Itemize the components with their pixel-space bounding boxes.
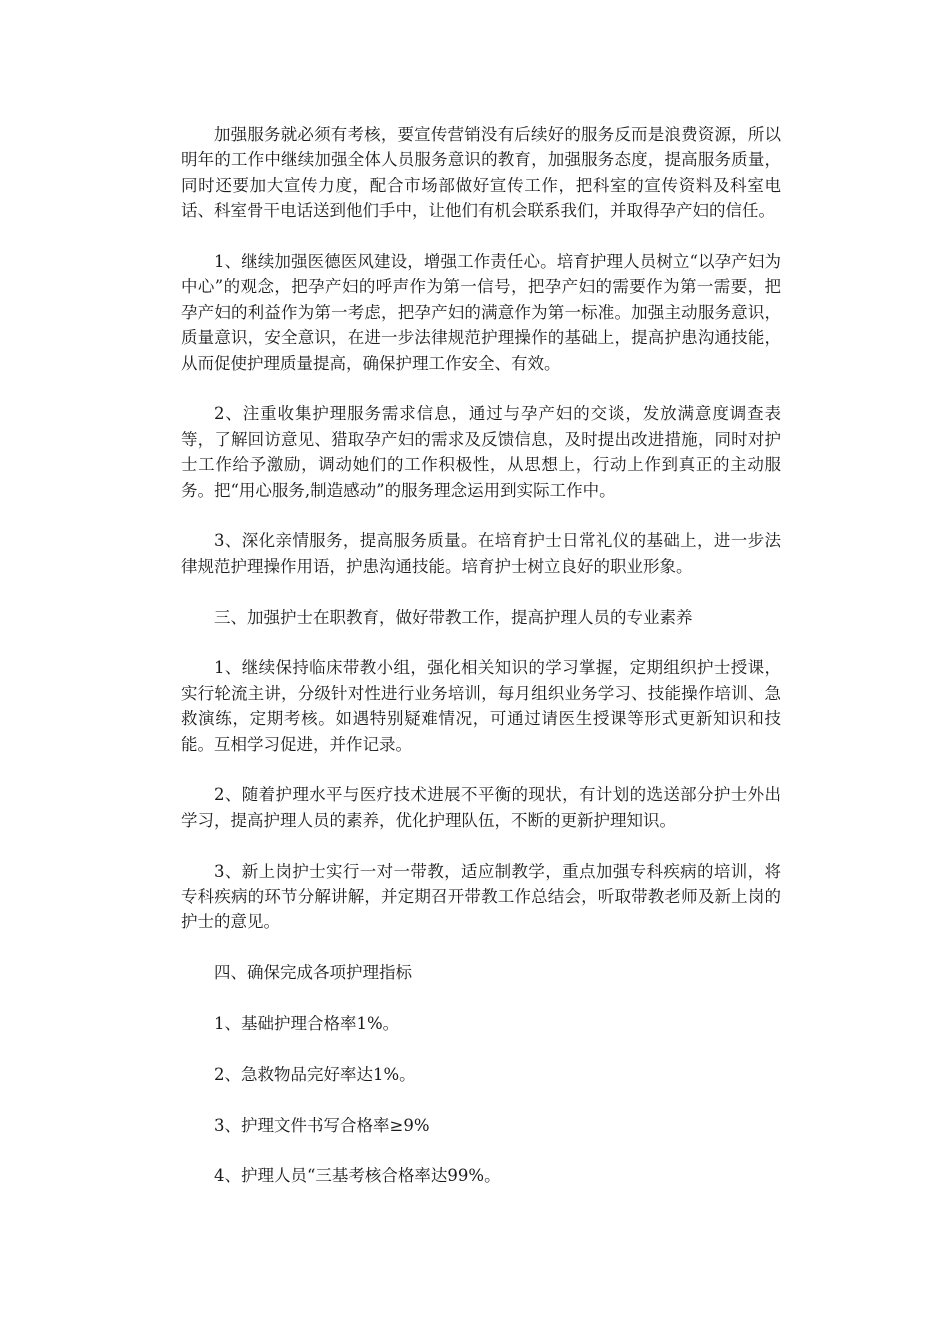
list-item: 1、基础护理合格率1%。 xyxy=(214,1014,400,1034)
paragraph: 2、随着护理水平与医疗技术进展不平衡的现状，有计划的选送部分护士外出学习，提高护理人员的素养，优化护理队伍，不断的更新护理知识。 xyxy=(181,785,781,830)
document-body xyxy=(181,122,781,1214)
paragraph: 1、继续加强医德医风建设，增强工作责任心。培育护理人员树立“以孕产妇为中心”的观念，把孕产妇的呼声作为第一信号，把孕产妇的需要作为第一需要，把孕产妇的利益作为第一考虑，把孕产妇的满意作为第一标准。加强主动服务意识，质量意识，安全意识，在进一步法律规范护理操作的基础上，提高护患沟通技能，从而促使护理质量提高，确保护理工作安全、有效。 xyxy=(181,252,781,373)
paragraph: 3、深化亲情服务，提高服务质量。在培育护士日常礼仪的基础上，进一步法律规范护理操作用语，护患沟通技能。培育护士树立良好的职业形象。 xyxy=(181,531,781,576)
paragraph: 2、注重收集护理服务需求信息，通过与孕产妇的交谈，发放满意度调查表等，了解回访意见、猎取孕产妇的需求及反馈信息，及时提出改进措施，同时对护士工作给予激励，调动她们的工作积极性，从思想上，行动上作到真正的主动服务。把“用心服务,制造感动”的服务理念运用到实际工作中。 xyxy=(181,404,781,500)
list-item: 2、急救物品完好率达1%。 xyxy=(214,1064,416,1084)
section-heading: 四、确保完成各项护理指标 xyxy=(214,963,412,983)
list-item: 4、护理人员“三基考核合格率达99%。 xyxy=(214,1166,501,1186)
list-item: 3、护理文件书写合格率≥9% xyxy=(214,1115,430,1135)
paragraph: 3、新上岗护士实行一对一带教，适应制教学，重点加强专科疾病的培训，将专科疾病的环节分解讲解，并定期召开带教工作总结会，听取带教老师及新上岗的护士的意见。 xyxy=(181,861,781,932)
paragraph: 1、继续保持临床带教小组，强化相关知识的学习掌握，定期组织护士授课，实行轮流主讲，分级针对性进行业务培训，每月组织业务学习、技能操作培训、急救演练，定期考核。如遇特别疑难情况，可通过请医生授课等形式更新知识和技能。互相学习促进，并作记录。 xyxy=(181,658,781,754)
section-heading: 三、加强护士在职教育，做好带教工作，提高护理人员的专业素养 xyxy=(214,607,693,627)
paragraph: 加强服务就必须有考核，要宣传营销没有后续好的服务反而是浪费资源，所以明年的工作中继续加强全体人员服务意识的教育，加强服务态度，提高服务质量，同时还要加大宣传力度，配合市场部做好宣传工作，把科室的宣传资料及科室电话、科室骨干电话送到他们手中，让他们有机会联系我们，并取得孕产妇的信任。 xyxy=(181,125,781,221)
